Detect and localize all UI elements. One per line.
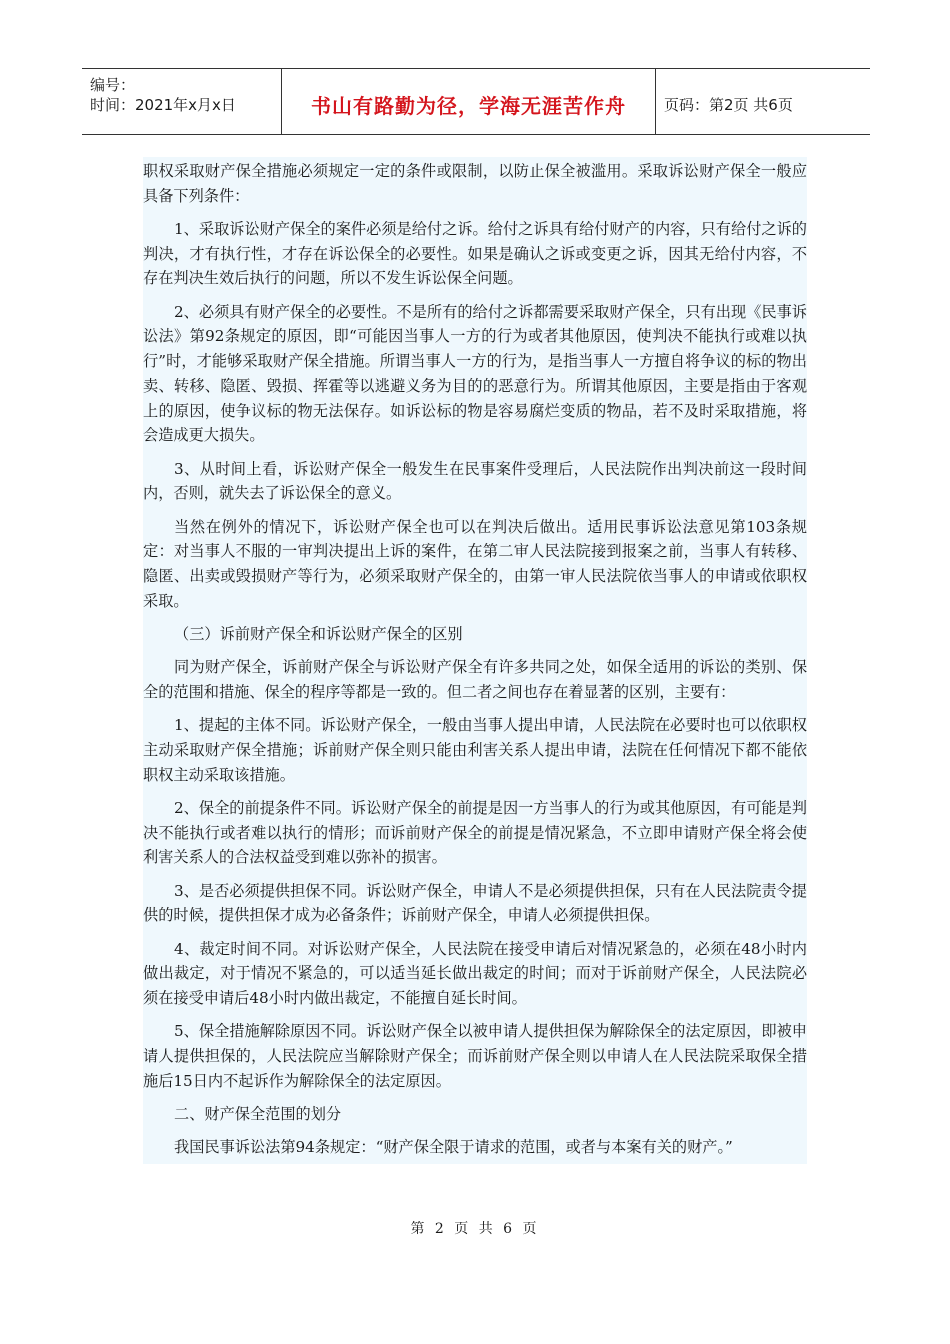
paragraph: 5、保全措施解除原因不同。诉讼财产保全以被申请人提供担保为解除保全的法定原因，即被申请人提供担保的，人民法院应当解除财产保全；而诉前财产保全则以申请人在人民法院采取保全措施后15日内不起诉作为解除保全的法定原因。 [143, 1022, 807, 1090]
document-body [143, 157, 807, 1164]
paragraph: 1、提起的主体不同。诉讼财产保全，一般由当事人提出申请，人民法院在必要时也可以依职权主动采取财产保全措施；诉前财产保全则只能由利害关系人提出申请，法院在任何情况下都不能依职权主动采取该措施。 [143, 716, 807, 784]
header-meta [82, 69, 282, 134]
paragraph: 我国民事诉讼法第94条规定：“财产保全限于请求的范围，或者与本案有关的财产。” [174, 1138, 733, 1157]
paragraph: 职权采取财产保全措施必须规定一定的条件或限制，以防止保全被滥用。采取诉讼财产保全一般应具备下列条件： [143, 162, 807, 205]
header-motto: 书山有路勤为径，学海无涯苦作舟 [282, 69, 656, 134]
paragraph: 3、是否必须提供担保不同。诉讼财产保全，申请人不是必须提供担保，只有在人民法院责令提供的时候，提供担保才成为必备条件；诉前财产保全，申请人必须提供担保。 [143, 881, 807, 925]
header-page-info: 页码：第2页 共6页 [664, 96, 793, 114]
paragraph: 2、保全的前提条件不同。诉讼财产保全的前提是因一方当事人的行为或其他原因，有可能是判决不能执行或者难以执行的情形；而诉前财产保全的前提是情况紧急，不立即申请财产保全将会使利害关系人的合法权益受到难以弥补的损害。 [143, 798, 807, 867]
page-header [82, 68, 870, 135]
section-heading: （三）诉前财产保全和诉讼财产保全的区别 [174, 624, 463, 643]
page-footer: 第 2 页 共 6 页 [410, 1221, 540, 1237]
paragraph: 1、采取诉讼财产保全的案件必须是给付之诉。给付之诉具有给付财产的内容，只有给付之诉的判决，才有执行性，才存在诉讼保全的必要性。如果是确认之诉或变更之诉，因其无给付内容，不存在判决生效后执行的问题，所以不发生诉讼保全问题。 [143, 220, 807, 288]
paragraph: 当然在例外的情况下，诉讼财产保全也可以在判决后做出。适用民事诉讼法意见第103条规定：对当事人不服的一审判决提出上诉的案件，在第二审人民法院接到报案之前，当事人有转移、隐匿、出卖或毁损财产等行为，必须采取财产保全的，由第一审人民法院依当事人的申请或依职权采取。 [143, 517, 807, 610]
document-time-label: 时间：2021年x月x日 [90, 96, 236, 114]
paragraph: 3、从时间上看，诉讼财产保全一般发生在民事案件受理后，人民法院作出判决前这一段时间内，否则，就失去了诉讼保全的意义。 [143, 459, 807, 503]
paragraph: 4、裁定时间不同。对诉讼财产保全，人民法院在接受申请后对情况紧急的，必须在48小时内做出裁定，对于情况不紧急的，可以适当延长做出裁定的时间；而对于诉前财产保全，人民法院必须在接受申请后48小时内做出裁定，不能擅自延长时间。 [143, 939, 807, 1008]
section-heading: 二、财产保全范围的划分 [174, 1105, 342, 1124]
paragraph: 同为财产保全，诉前财产保全与诉讼财产保全有许多共同之处，如保全适用的诉讼的类别、保全的范围和措施、保全的程序等都是一致的。但二者之间也存在着显著的区别，主要有： [143, 658, 807, 701]
document-number-label: 编号： [90, 76, 136, 94]
paragraph: 2、必须具有财产保全的必要性。不是所有的给付之诉都需要采取财产保全，只有出现《民事诉讼法》第92条规定的原因，即“可能因当事人一方的行为或者其他原因，使判决不能执行或难以执行”时，才能够采取财产保全措施。所谓当事人一方的行为，是指当事人一方擅自将争议的标的物出卖、转移、隐匿、毁损、挥霍等以逃避义务为目的的恶意行为。所谓其他原因，主要是指由于客观上的原因，使争议标的物无法保存。如诉讼标的物是容易腐烂变质的物品，若不及时采取措施，将会造成更大损失。 [143, 302, 807, 445]
